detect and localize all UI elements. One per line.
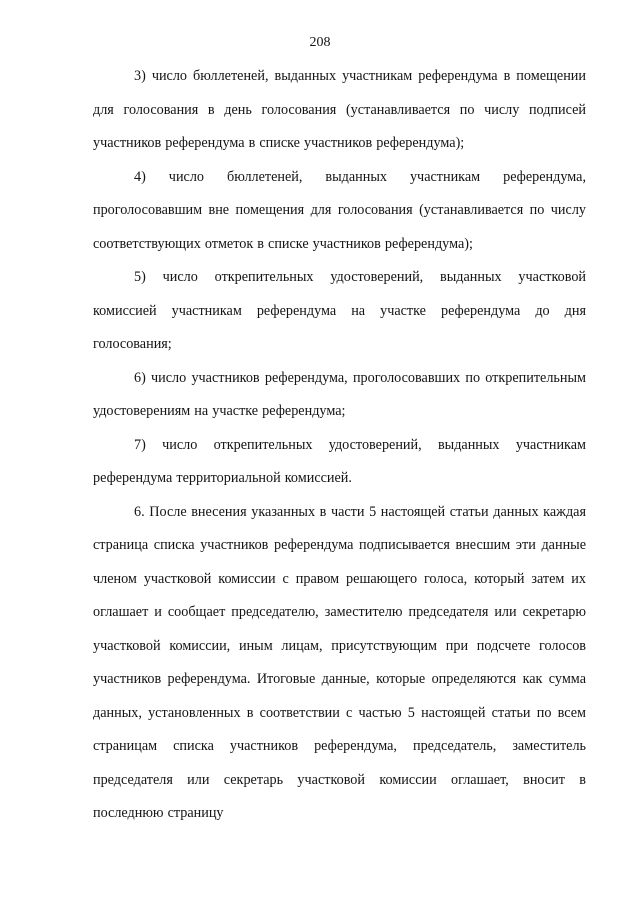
paragraph-item-5: 5) число открепительных удостоверений, выданных участковой комиссией участникам референдума на участке референдума до дня голосования;	[93, 269, 586, 352]
paragraph-section-6: 6. После внесения указанных в части 5 настоящей статьи данных каждая страница списка участников референдума подписывается внесшим эти данные членом участковой комиссии с правом решающего голоса, который затем их оглашает и сообщает председателю, заместителю председателя или секретарю участковой комиссии, иным лицам, присутствующим при подсчете голосов участников референдума. Итоговые данные, которые определяются как сумма данных, установленных в соответствии с частью 5 настоящей статьи по всем страницам списка участников референдума, председатель, заместитель председателя или секретарь участковой комиссии оглашает, вносит в последнюю страницу	[93, 503, 586, 821]
document-body	[93, 60, 586, 831]
paragraph-item-6: 6) число участников референдума, проголосовавших по открепительным удостоверениям на участке референдума;	[93, 369, 586, 419]
paragraph-item-7: 7) число открепительных удостоверений, выданных участникам референдума территориальной комиссией.	[93, 436, 586, 486]
paragraph-item-3: 3) число бюллетеней, выданных участникам референдума в помещении для голосования в день голосования (устанавливается по числу подписей участников референдума в списке участников референдума);	[93, 68, 586, 151]
paragraph-item-4: 4) число бюллетеней, выданных участникам референдума, проголосовавшим вне помещения для голосования (устанавливается по числу соответствующих отметок в списке участников референдума);	[93, 168, 586, 252]
page-number: 208	[309, 35, 331, 50]
